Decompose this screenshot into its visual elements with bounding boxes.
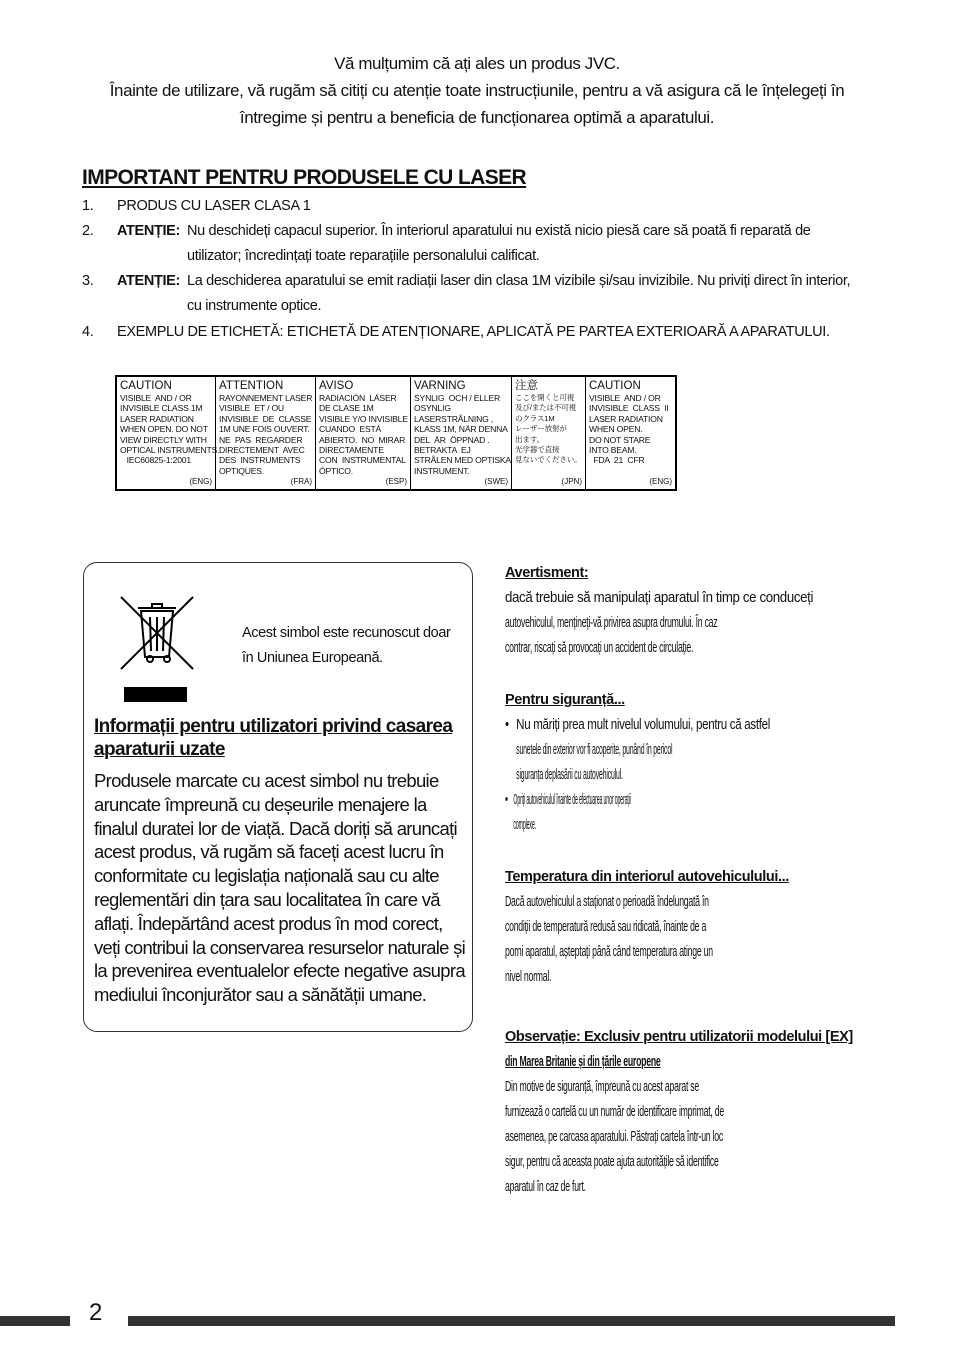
item-number: 4. [82,324,94,340]
laser-section-title: IMPORTANT PENTRU PRODUSELE CU LASER [82,166,527,189]
label-cell-body: RADIACIÓN LÁSER DE CLASE 1M VISIBLE Y/O INVISIBLE CUANDO ESTÁ ABIERTO. NO MIRAR DIRECTAMENTE CON INSTRUMENTAL ÓPTICO. [319,393,408,476]
label-cell-eng [117,377,220,489]
label-cell-head: CAUTION [120,380,172,392]
safety-bullet-2: • Opriți autovehiculul înainte de efectuarea unor operații complexe. [505,788,709,838]
attention-label: ATENȚIE: [117,273,180,289]
temperature-section: Temperatura din interiorul autovehiculului... Dacă autovehiculul a staționat o perioadă îndelungată în condiții de temperatură redusă sau ridicată, înainte de a porni aparatul, așteptați până când temperatura atinge un nivel normal. [505,865,851,990]
item-number: 1. [82,198,94,214]
page-number: 2 [89,1299,102,1326]
label-cell-code: (SWE) [484,477,508,486]
label-cell-swe [411,377,512,489]
item-text-continued: utilizator; încredințați toate reparațiile personalului calificat. [187,248,540,264]
attention-label: ATENȚIE: [117,223,180,239]
label-cell-head: AVISO [319,380,354,392]
label-cell-head: VARNING [414,380,466,392]
item-text: La deschiderea aparatului se emit radiații laser din clasa 1M vizibile și/sau invizibile. Nu priviți direct în interior, [187,273,851,289]
weee-disposal-box [83,562,473,1032]
intro-text [60,50,894,131]
label-cell-body: VISIBLE AND / OR INVISIBLE CLASS 1M LASER RADIATION WHEN OPEN. DO NOT VIEW DIRECTLY WITH OPTICAL INSTRUMENTS. IEC60825-1:2001 [120,393,220,466]
observation-section: Observație: Exclusiv pentru utilizatorii modelului [EX] din Marea Britanie și din țările europene Din motive de siguranță, împreună cu acest aparat se furnizează o cartelă cu un număr de identificare imprimat, de asemenea, pe carcasa aparatului. Păstrați cartela într-un loc sigur, pentru că aceasta poate ajuta autoritățile să identifice aparatul în caz de furt. [505,1025,870,1200]
weee-title: Informații pentru utilizatori privind casarea aparaturii uzate [94,716,453,760]
bullet-dot: • [505,717,509,733]
laser-warning-label [115,375,677,491]
label-cell-body: VISIBLE AND / OR INVISIBLE CLASS II LASER RADIATION WHEN OPEN. DO NOT STARE INTO BEAM. FDA 21 CFR [589,393,669,466]
bullet-dot: • [505,792,508,808]
label-cell-body: ここを開くと可視 及び/または不可視 のクラス1M レーザー放射が 出ます。 光学器で直接 見ないでください。 [515,393,582,465]
bin-underline-bar [124,687,187,702]
crossed-out-bin-icon [117,593,197,673]
item-text-continued: cu instrumente optice. [187,298,322,314]
item-text: PRODUS CU LASER CLASA 1 [117,198,311,214]
label-cell-head: 注意 [515,380,538,392]
label-cell-esp [316,377,411,489]
label-cell-body: SYNLIG OCH / ELLER OSYNLIG LASERSTRÅLNING , KLASS 1M, NÄR DENNA DEL ÄR ÖPPNAD . BETRAKTA EJ STRÅLEN MED OPTISKA INSTRUMENT. [414,393,511,476]
label-cell-code: (JPN) [561,477,582,486]
footer-bar-right [128,1316,895,1326]
weee-body-text: Produsele marcate cu acest simbol nu trebuie aruncate împreună cu deșeurile menajere la finalul duratei lor de viață. Dacă doriți să aruncați acest produs, vă rugăm să faceți acest lucru în conformitate cu legislația națională sau cu alte reglementări din țara sau localitatea în care vă aflați. Îndepărtând acest produs în mod corect, veți contribui la conservarea resurselor naturale și la prevenirea eventualelor efecte negative asupra mediului înconjurător sau a sănătății umane. [94,770,466,1006]
warning-title: Avertisment: [505,565,589,581]
item-number: 3. [82,273,94,289]
item-text: EXEMPLU DE ETICHETĂ: ETICHETĂ DE ATENȚIONARE, APLICATĂ PE PARTEA EXTERIOARĂ A APARATULUI. [117,324,830,340]
safety-section [505,688,845,838]
laser-item-2 [82,219,912,269]
label-cell-head: CAUTION [589,380,641,392]
laser-item-3 [82,269,912,319]
footer-bar-left [0,1316,70,1326]
observation-title-line-1: Observație: Exclusiv pentru utilizatorii modelului [EX] [505,1029,853,1045]
intro-line-1: Vă mulțumim că ați ales un produs JVC. [334,54,620,73]
label-cell-code: (FRA) [290,477,312,486]
item-number: 2. [82,223,94,239]
observation-title-line-2: din Marea Britanie și din țările europene [505,1054,661,1070]
eu-symbol-note: Acest simbol este recunoscut doar în Uniunea Europeană. [242,625,451,666]
label-cell-fra [216,377,316,489]
label-cell-head: ATTENTION [219,380,284,392]
safety-title: Pentru siguranță... [505,692,625,708]
label-cell-code: (ENG) [189,477,212,486]
warning-section: Avertisment: dacă trebuie să manipulați aparatul în timp ce conduceți autovehiculul, mențineți-vă privirea asupra drumului. În caz contrar, riscați să provocați un accident de circulație. [505,561,859,661]
temperature-title: Temperatura din interiorul autovehiculului... [505,869,789,885]
intro-line-3: întregime și pentru a beneficia de funcționarea optimă a aparatului. [239,108,715,127]
label-cell-code: (ENG) [649,477,672,486]
item-text: Nu deschideți capacul superior. În interiorul aparatului nu există nicio piesă care să poată fi reparată de [187,223,811,239]
label-cell-jpn [512,377,586,489]
intro-line-2: Înainte de utilizare, vă rugăm să citiți cu atenție toate instrucțiunile, pentru a vă asigura că le înțelegeți în [109,81,845,100]
label-cell-body: RAYONNEMENT LASER VISIBLE ET / OU INVISIBLE DE CLASSE 1M UNE FOIS OUVERT. NE PAS REGARDER DIRECTEMENT AVEC DES INSTRUMENTS OPTIQUES. [219,393,313,476]
safety-bullet-1: • Nu măriți prea mult nivelul volumului, pentru că astfel sunetele din exterior vor fi acoperite, punând în pericol siguranța deplasării cu autovehiculul. [505,713,776,788]
label-cell-code: (ESP) [385,477,407,486]
label-cell-eng-fda [586,377,675,489]
